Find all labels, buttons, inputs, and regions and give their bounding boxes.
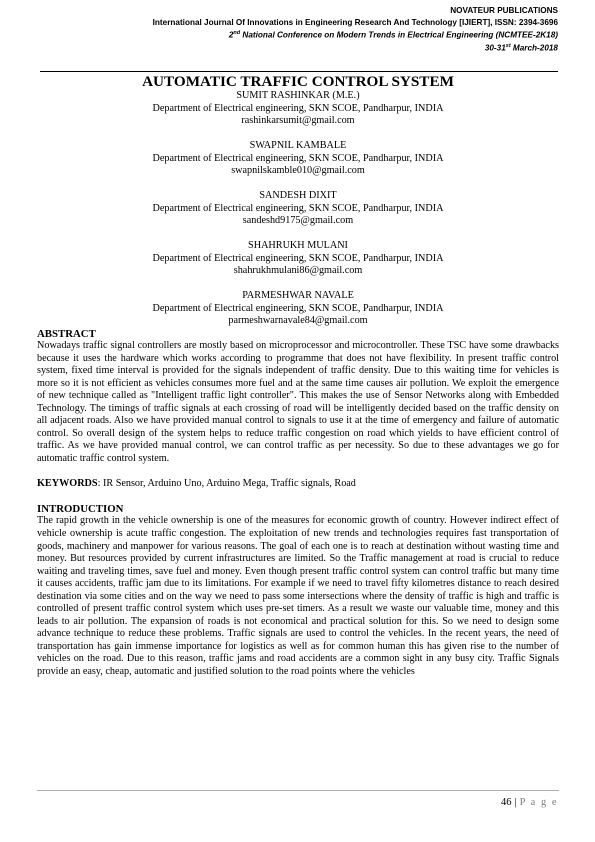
footer-separator: |	[514, 797, 517, 808]
footer-divider	[37, 790, 559, 791]
author-affiliation: Department of Electrical engineering, SKN SCOE, Pandharpur, INDIA	[152, 102, 444, 114]
author-affiliation: Department of Electrical engineering, SKN SCOE, Pandharpur, INDIA	[152, 302, 444, 314]
journal-line: International Journal Of Innovations in Engineering Research And Technology [IJIERT], ISSN: 2394-3696	[152, 17, 558, 27]
keywords-list: : IR Sensor, Arduino Uno, Arduino Mega, Traffic signals, Road	[97, 477, 356, 489]
author-name: PARMESHWAR NAVALE	[242, 290, 354, 301]
abstract-heading: ABSTRACT	[37, 327, 96, 340]
author-affiliation: Department of Electrical engineering, SKN SCOE, Pandharpur, INDIA	[152, 152, 444, 164]
author-email: swapnilskamble010@gmail.com	[231, 165, 365, 176]
header-divider	[40, 71, 558, 72]
conference-line: 2nd National Conference on Modern Trends in Electrical Engineering (NCMTEE-2K18)	[228, 30, 558, 40]
author-email: rashinkarsumit@gmail.com	[241, 115, 355, 126]
author-block	[37, 90, 559, 128]
publisher-name: NOVATEUR PUBLICATIONS	[450, 6, 558, 15]
conference-date: 30-31st March-2018	[484, 43, 558, 53]
paper-body	[37, 73, 559, 679]
author-email: sandeshd9175@gmail.com	[242, 215, 354, 226]
author-name: SUMIT RASHINKAR (M.E.)	[236, 90, 360, 101]
author-block	[37, 190, 559, 228]
author-affiliation: Department of Electrical engineering, SKN SCOE, Pandharpur, INDIA	[152, 252, 444, 264]
author-email: parmeshwarnavale84@gmail.com	[228, 315, 368, 326]
introduction-text: The rapid growth in the vehicle ownership is one of the measures for economic growth of country. However indirect effect of vehicle ownership is acute traffic congestion. The exploitation of new trends and technologies requires fast transportation of goods, machinery and manpower for various reasons. The goal of each one is to reach at destination without wasting time and money. But resources provided by current infrastructures are limited. So the Traffic management at road is crucial to reduce waiting and traveling times, save fuel and money. Even though present traffic control system can control traffic but many time it causes accidents, traffic jam due to its limitations. For example if we need to travel fifty kilometres distance to reach desired destination via some cities and on the way we need to pass some intersections where the density of traffic is high and traffic is controlled of present traffic control system which uses pre-set timers. As a result we waste our valuable time, money and this leads to air pollution. The expansion of roads is not economical and practical solution for this. So we need to design some advance technique to reduce these problems. Traffic signals are used to control the vehicles. In the recent years, the need of transportation has gain immense importance for logistics as well as for common human this has given rise to the number of vehicles on the road. Due to this reason, traffic jams and road accidents are a common sight in any busy city. Traffic Signals provide an easy, cheap, automatic and justified solution to the road points where the vehicles	[37, 515, 559, 678]
paper-title: AUTOMATIC TRAFFIC CONTROL SYSTEM	[142, 73, 454, 90]
author-block	[37, 140, 559, 178]
author-affiliation: Department of Electrical engineering, SKN SCOE, Pandharpur, INDIA	[152, 202, 444, 214]
author-name: SHAHRUKH MULANI	[248, 240, 348, 251]
author-name: SANDESH DIXIT	[259, 190, 337, 201]
keywords-line	[37, 478, 559, 491]
page-label: P a g e	[519, 797, 558, 808]
author-block	[37, 240, 559, 278]
author-block	[37, 290, 559, 328]
introduction-heading: INTRODUCTION	[37, 502, 124, 515]
page-number: 46	[500, 797, 512, 808]
running-header	[153, 5, 558, 54]
page-footer	[501, 797, 558, 808]
keywords-label: KEYWORDS	[37, 477, 98, 489]
abstract-text: Nowadays traffic signal controllers are mostly based on microprocessor and microcontroller. These TSC have some drawbacks because it uses the hardware which works according to programme that does not have flexibility. In present traffic control system, fixed time interval is provided for the signals independent of traffic density. Due to this waiting time for vehicles is more so it is not efficient as vehicles consumes more fuel and at the same time causes air pollution. We exploit the emergence of new technique called as "Intelligent traffic light controller". This makes the use of Sensor Networks along with Embedded Technology. The timings of traffic signals at each crossing of road will be intelligently decided based on the traffic density on all adjacent roads. Also we have provided manual control to signals to use it at the time of emergency and failure of automatic control. So overall design of the system helps to reduce traffic congestion on road which yields to have efficient control of traffic. As we have provided manual control, we can control traffic as per necessity. So due to these advantages we go for automatic traffic control system.	[37, 340, 559, 464]
author-email: shahrukhmulani86@gmail.com	[233, 265, 363, 276]
author-name: SWAPNIL KAMBALE	[249, 140, 347, 151]
